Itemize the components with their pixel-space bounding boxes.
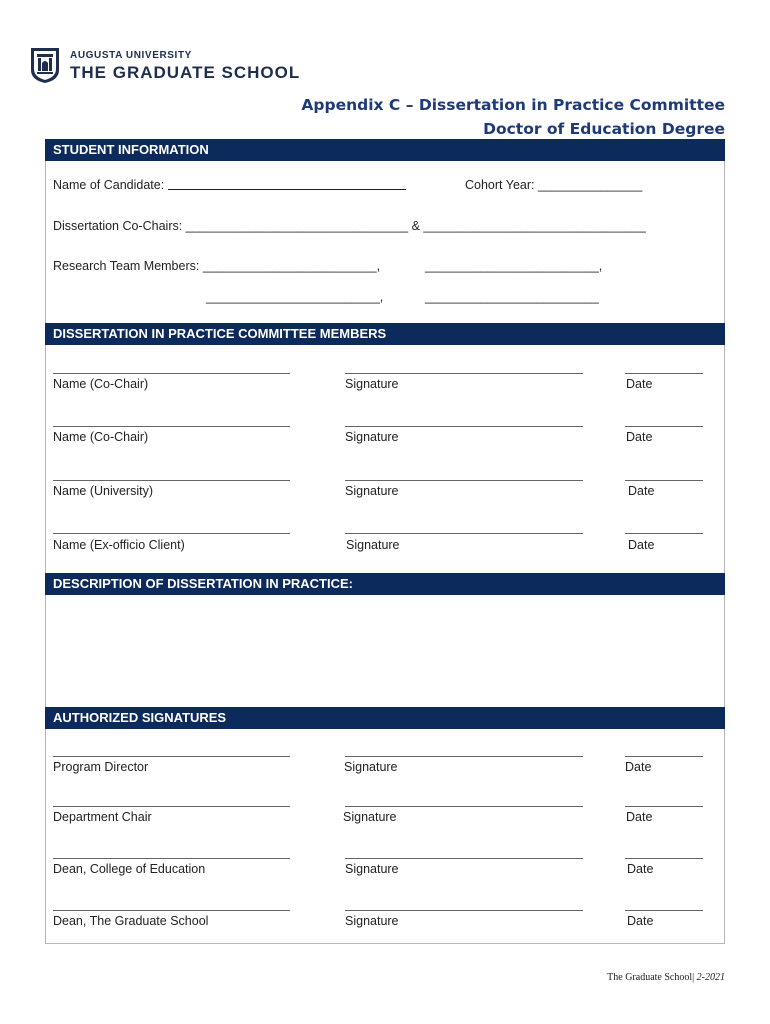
- name-line[interactable]: [53, 910, 290, 911]
- signature-label: Signature: [345, 914, 399, 928]
- signature-line[interactable]: [345, 806, 583, 807]
- date-label: Date: [626, 810, 653, 824]
- university-logo: [28, 46, 328, 86]
- research-team-field-3[interactable]: _________________________,: [206, 290, 384, 304]
- signature-line[interactable]: [345, 373, 583, 374]
- signature-label: Signature: [345, 377, 399, 391]
- name-label: Name (University): [53, 484, 154, 498]
- signature-line[interactable]: [345, 480, 583, 481]
- name-line[interactable]: [53, 806, 290, 807]
- signature-label: Signature: [345, 484, 399, 498]
- date-label: Date: [626, 430, 653, 444]
- name-line[interactable]: [53, 858, 290, 859]
- date-label: Date: [627, 914, 654, 928]
- name-line[interactable]: [53, 373, 290, 374]
- date-line[interactable]: [625, 756, 703, 757]
- candidate-label: Name of Candidate:: [53, 178, 165, 192]
- name-label: Name (Ex-officio Client): [53, 538, 185, 552]
- date-line[interactable]: [625, 480, 703, 481]
- signature-line[interactable]: [345, 533, 583, 534]
- committee-heading: DISSERTATION IN PRACTICE COMMITTEE MEMBERS: [45, 323, 725, 345]
- school-name: THE GRADUATE SCHOOL: [70, 63, 301, 82]
- name-line[interactable]: [53, 480, 290, 481]
- research-team-field-1[interactable]: Research Team Members: _________________________,: [53, 259, 381, 273]
- date-label: Date: [627, 862, 654, 876]
- date-line[interactable]: [625, 426, 703, 427]
- name-line[interactable]: [53, 426, 290, 427]
- signature-line[interactable]: [345, 910, 583, 911]
- footer-date: 2-2021: [696, 972, 725, 983]
- name-label: Dean, The Graduate School: [53, 914, 209, 928]
- date-label: Date: [628, 538, 655, 552]
- research-team-field-4[interactable]: _________________________: [425, 290, 599, 304]
- name-label: Program Director: [53, 760, 149, 774]
- signature-label: Signature: [344, 760, 398, 774]
- student-info-heading: STUDENT INFORMATION: [45, 139, 725, 161]
- date-label: Date: [626, 377, 653, 391]
- signature-line[interactable]: [345, 858, 583, 859]
- description-textarea[interactable]: [46, 596, 724, 706]
- signature-label: Signature: [345, 430, 399, 444]
- page-footer: [607, 972, 725, 983]
- cohort-year-field[interactable]: Cohort Year: _______________: [465, 178, 643, 192]
- signature-line[interactable]: [345, 426, 583, 427]
- candidate-field[interactable]: [168, 189, 406, 190]
- co-chairs-field[interactable]: Dissertation Co-Chairs: ________________________________ & ________________________________: [53, 219, 646, 233]
- name-label: Dean, College of Education: [53, 862, 206, 876]
- date-line[interactable]: [625, 373, 703, 374]
- name-label: Department Chair: [53, 810, 152, 824]
- date-line[interactable]: [625, 858, 703, 859]
- footer-text: The Graduate School: [607, 972, 693, 983]
- signature-line[interactable]: [345, 756, 583, 757]
- description-heading: DESCRIPTION OF DISSERTATION IN PRACTICE:: [45, 573, 725, 595]
- page-subtitle: Doctor of Education Degree: [483, 120, 725, 138]
- name-line[interactable]: [53, 756, 290, 757]
- authorized-signatures-heading: AUTHORIZED SIGNATURES: [45, 707, 725, 729]
- university-crest-icon: [28, 46, 62, 84]
- name-line[interactable]: [53, 533, 290, 534]
- signature-label: Signature: [345, 862, 399, 876]
- date-line[interactable]: [625, 806, 703, 807]
- date-line[interactable]: [625, 910, 703, 911]
- date-label: Date: [628, 484, 655, 498]
- footer-separator: |: [692, 972, 697, 983]
- date-line[interactable]: [625, 533, 703, 534]
- date-label: Date: [625, 760, 652, 774]
- page-title: Appendix C – Dissertation in Practice Committee: [301, 96, 725, 114]
- signature-label: Signature: [346, 538, 400, 552]
- name-label: Name (Co-Chair): [53, 377, 149, 391]
- research-team-field-2[interactable]: _________________________,: [425, 259, 603, 273]
- name-label: Name (Co-Chair): [53, 430, 149, 444]
- signature-label: Signature: [343, 810, 397, 824]
- university-name: AUGUSTA UNIVERSITY: [70, 50, 192, 61]
